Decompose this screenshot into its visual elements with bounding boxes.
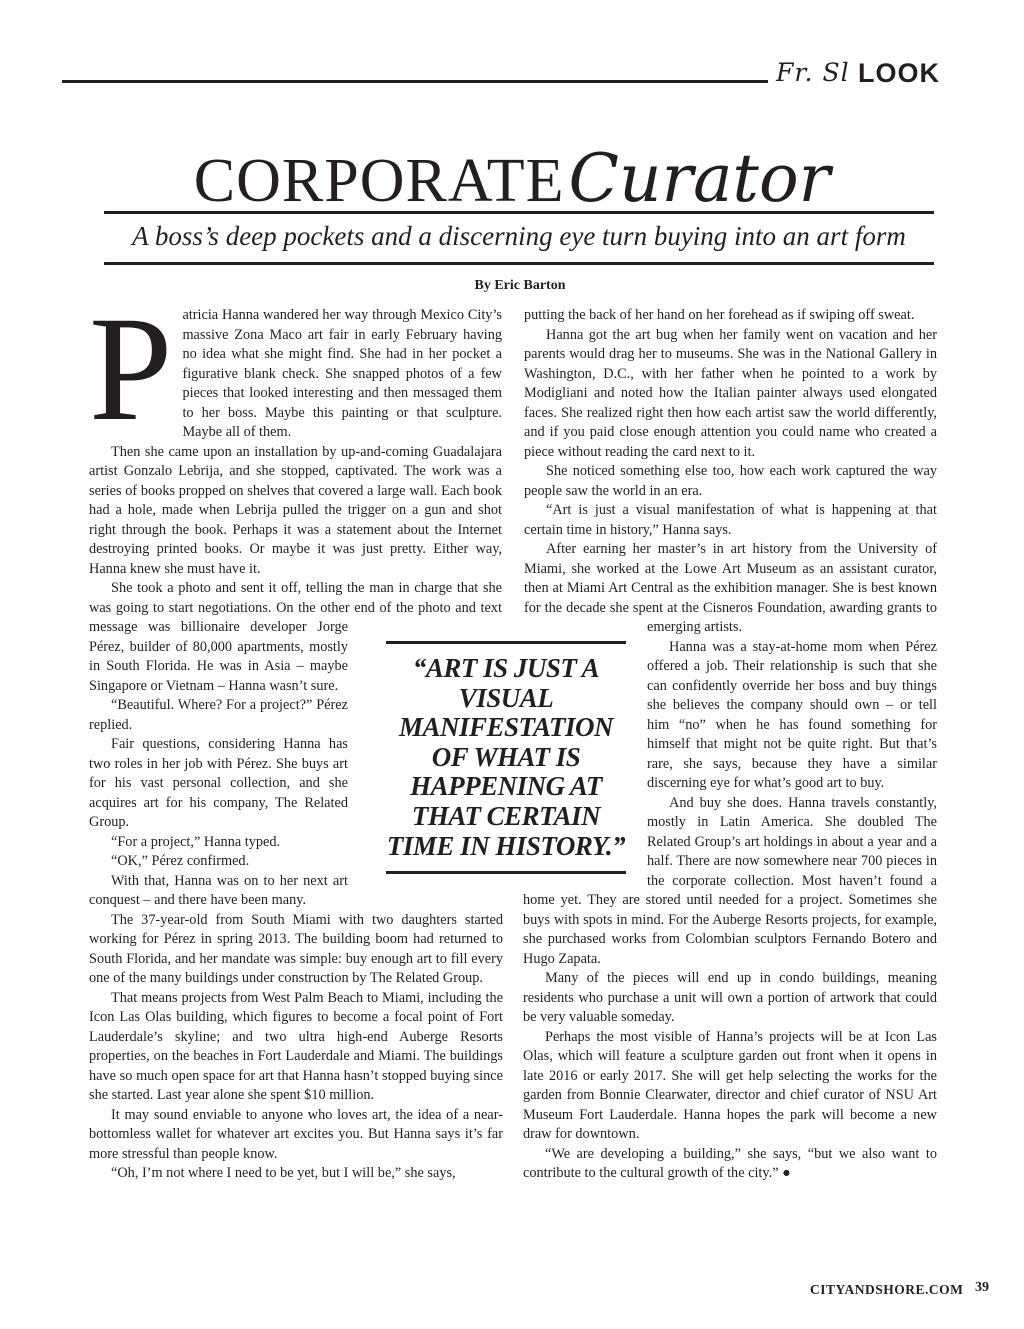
- byline: By Eric Barton: [474, 278, 566, 293]
- article-paragraph: She noticed something else too, how each work captured the way people saw the world in an era.: [524, 463, 937, 499]
- article-paragraph: “Oh, I’m not where I need to be yet, but I will be,” she says,: [111, 1165, 456, 1181]
- headline-script: Curator: [568, 140, 831, 217]
- article-paragraph: putting the back of her hand on her forehead as if swiping off sweat.: [524, 307, 915, 323]
- article-paragraph: Hanna got the art bug when her family went on vacation and her parents would drag her to museums. She was in the National Gallery in Washington, D.C., with her father when he pointed to a work by Modigliani and noted how the Italian painter always used elongated faces. She realized right then how each artist saw the world differently, and if you paid close enough attention you could name who created a piece without reading the card next to it.: [524, 326, 937, 460]
- article-deck: A boss’s deep pockets and a discerning eye turn buying into an art form: [132, 221, 906, 251]
- article-paragraph: Perhaps the most visible of Hanna’s projects will be at Icon Las Olas, which will feature a sculpture garden out front when it opens in late 2016 or early 2017. She will get help selecting the works for the garden from Bonnie Clearwater, director and chief curator of NSU Art Museum Fort Lauderdale. Hanna hopes the park will become a new draw for downtown.: [523, 1028, 937, 1142]
- article-paragraph: “Art is just a visual manifestation of what is happening at that certain time in history,” Hanna says.: [524, 502, 937, 538]
- article-paragraph: Hanna was a stay-at-home mom when Pérez offered a job. Their relationship is such that she can confidently override her boss and buy things she believes the company should own – or tell him “no” when he has found something for himself that might not be quite right. But that’s rare, she says, because they have a similar discerning eye for what’s good art to buy.: [647, 638, 937, 791]
- article-headline: [0, 140, 1024, 217]
- article-paragraph: That means projects from West Palm Beach to Miami, including the Icon Las Olas building, which figures to become a focal point of Fort Lauderdale’s skyline; and two ultra high-end Auberge Resorts properties, on the beaches in Fort Lauderdale and Miami. The buildings have so much open space for art that Hanna hasn’t stopped buying since she started. Last year alone she spent $10 million.: [89, 989, 503, 1103]
- article-paragraph: “We are developing a building,” she says, “but we also want to contribute to the cultural growth of the city.” ●: [523, 1145, 937, 1181]
- page-number: 39: [975, 1280, 989, 1295]
- article-paragraph: “OK,” Pérez confirmed.: [111, 853, 250, 869]
- article-paragraph: With that, Hanna was on to her next art conquest – and there have been many.: [89, 872, 348, 908]
- article-paragraph: After earning her master’s in art history from the University of Miami, she worked at the Lowe Art Museum as an assistant curator, then at Miami Art Central as the exhibition manager. She is best known for the decade she spent at the Cisneros Foundation, awarding grants to emerging artists.: [524, 541, 937, 635]
- section-logo-script: Fr. Sl: [776, 58, 850, 87]
- article-paragraph: atricia Hanna wandered her way through Mexico City’s massive Zona Maco art fair in early February having no idea what she might find. She had in her pocket a figurative blank check. She snapped photos of a few pieces that looked interesting and then messaged them to her boss. Maybe this painting or that sculpture. Maybe all of them.: [182, 307, 502, 440]
- headline-main: CORPORATE: [193, 147, 565, 215]
- article-paragraph: “Beautiful. Where? For a project?” Pérez replied.: [89, 697, 348, 733]
- header-rule: [62, 80, 768, 83]
- article-paragraph: She took a photo and sent it off, telling the man in charge that she was going to start negotiations. On the other end of the photo and text message was billionaire developer Jorge Pérez, builder of 80,000 apartments, mostly in South Florida. He was in Asia – maybe Singapore or Vietnam – Hanna wasn’t sure.: [89, 580, 502, 694]
- article-paragraph: It may sound enviable to anyone who loves art, the idea of a near-bottomless wallet for whatever art excites you. But Hanna says it’s far more stressful than people know.: [89, 1106, 503, 1162]
- article-paragraph: “For a project,” Hanna typed.: [111, 833, 281, 850]
- deck-rule-bottom: [104, 262, 934, 265]
- article-paragraph: And buy she does. Hanna travels constantly, mostly in Latin America. She doubled The Related Group’s art holdings in about a year and a half. There are now somewhere near 700 pieces in the corporate collection. Most haven’t found a home yet. They are stored until needed for a project. Sometimes she buys with spots in mind. For the Auberge Resorts projects, for example, she purchased works from Colombian sculptors Fernando Botero and Hugo Zapata.: [523, 794, 937, 967]
- article-paragraph: The 37-year-old from South Miami with two daughters started working for Pérez in spring 2013. The building boom had returned to South Florida, and her mandate was simple: buy enough art to fill every one of the many buildings under construction by The Related Group.: [89, 911, 503, 986]
- float-offset: [502, 306, 503, 625]
- section-title: LOOK: [858, 58, 940, 88]
- article-paragraph: Fair questions, considering Hanna has two roles in her job with Pérez. She buys art for his vast personal collection, and she acquires art for his company, The Related Group.: [89, 736, 348, 830]
- article-paragraph: Then she came upon an installation by up-and-coming Guadalajara artist Gonzalo Lebrija, and she stopped, captivated. The work was a series of books propped on shelves that covered a large wall. Each book had a hole, made when Lebrija pulled the trigger on a gun and shot right through the book. Perhaps it was a statement about the Internet destroying printed books. Or maybe it was just pretty. Either way, Hanna knew she must have it.: [89, 443, 502, 577]
- drop-cap: P: [89, 286, 173, 452]
- article-paragraph: Many of the pieces will end up in condo buildings, meaning residents who purchase a unit will own a portion of artwork that could be very valuable someday.: [523, 970, 937, 1025]
- deck-rule-top: [104, 211, 934, 214]
- footer-site-name: CITYANDSHORE.COM: [810, 1282, 964, 1297]
- pull-quote: “ART IS JUST A VISUAL MANIFESTATION OF WHAT IS HAPPENING AT THAT CERTAIN TIME IN HISTORY.”: [386, 641, 626, 874]
